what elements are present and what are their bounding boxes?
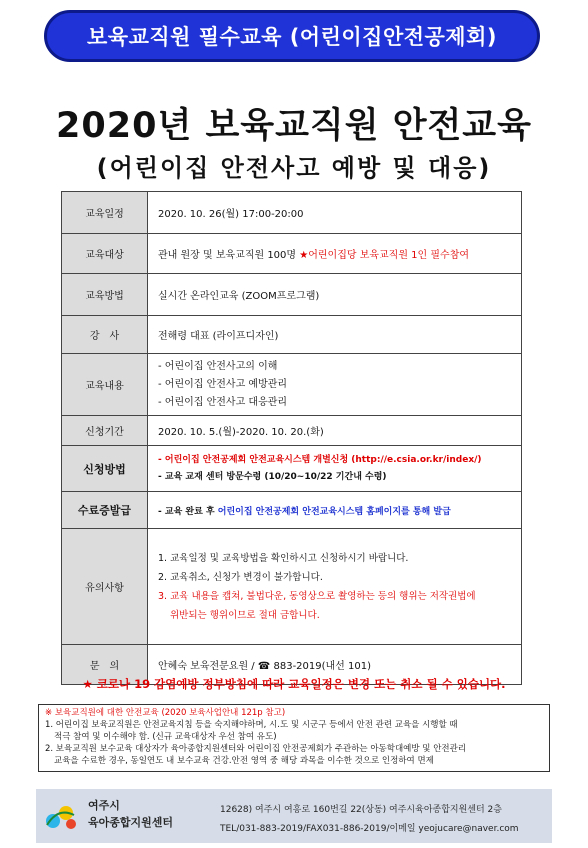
label-method: 교육방법 — [62, 274, 148, 316]
address-line: 12628) 여주시 여흥로 160번길 22(상동) 여주시육아종합지원센터 2층 — [220, 805, 502, 815]
contact-line: TEL/031-883-2019/FAX031-886-2019/이메일 yeojucare@naver.com — [220, 824, 519, 834]
center-name — [88, 797, 173, 831]
label-target: 교육대상 — [62, 234, 148, 274]
value-cert — [148, 492, 522, 529]
note-item-warning: 3. 교육 내용을 캡쳐, 불법다운, 동영상으로 촬영하는 등의 행위는 저작권법에 — [158, 590, 476, 602]
info-table — [61, 191, 522, 685]
row-method — [62, 274, 522, 316]
center-address — [220, 801, 519, 839]
notice-heading: ※ 보육교직원에 대한 안전교육 (2020 보육사업안내 121p 참고) — [45, 708, 286, 718]
label-inquiry: 문 의 — [62, 645, 148, 685]
row-lecturer — [62, 316, 522, 354]
target-required-note: ★어린이집당 보육교직원 1인 필수참여 — [299, 250, 470, 261]
page-title: 2020년 보육교직원 안전교육 — [56, 106, 532, 146]
apply-online: - 어린이집 안전공제회 안전교육시스템 개별신청 (http://e.csia.or.kr/index/) — [158, 454, 482, 465]
page-subtitle: (어린이집 안전사고 예방 및 대응) — [96, 154, 492, 182]
row-content — [62, 354, 522, 416]
row-cert — [62, 492, 522, 529]
value-period: 2020. 10. 5.(월)-2020. 10. 20.(화) — [148, 416, 522, 446]
value-content — [148, 354, 522, 416]
label-notes: 유의사항 — [62, 529, 148, 645]
row-date — [62, 192, 522, 234]
row-target — [62, 234, 522, 274]
center-name-line2: 육아종합지원센터 — [88, 816, 174, 829]
value-target — [148, 234, 522, 274]
value-method: 실시간 온라인교육 (ZOOM프로그램) — [148, 274, 522, 316]
cert-system: 어린이집 안전공제회 안전교육시스템 홈페이지를 통해 발급 — [217, 506, 451, 517]
apply-visit: - 교육 교재 센터 방문수령 (10/20~10/22 기간내 수령) — [158, 471, 387, 482]
label-content: 교육내용 — [62, 354, 148, 416]
cert-prefix: - 교육 완료 후 — [158, 506, 218, 517]
row-period — [62, 416, 522, 446]
covid-notice: ★ 코로나 19 감염예방 정부방침에 따라 교육일정은 변경 또는 취소 될 수 있습니다. — [82, 677, 506, 691]
footer — [36, 789, 552, 843]
value-apply — [148, 446, 522, 492]
value-date: 2020. 10. 26(월) 17:00-20:00 — [148, 192, 522, 234]
label-apply: 신청방법 — [62, 446, 148, 492]
center-logo-icon — [44, 803, 78, 831]
header-banner: 보육교직원 필수교육 (어린이집안전공제회) — [44, 10, 540, 62]
value-inquiry: 안혜숙 보육전문요원 / ☎ 883-2019(내선 101) — [148, 645, 522, 685]
label-lecturer: 강 사 — [62, 316, 148, 354]
target-text: 관내 원장 및 보육교직원 100명 — [158, 250, 297, 261]
notice-line: 적극 참여 및 이수해야 함. (신규 교육대상자 우선 참여 유도) — [54, 732, 277, 742]
content-item: - 어린이집 안전사고 대응관리 — [158, 396, 288, 408]
notice-box — [38, 704, 550, 772]
label-period: 신청기간 — [62, 416, 148, 446]
value-lecturer: 전해령 대표 (라이프디자인) — [148, 316, 522, 354]
row-notes — [62, 529, 522, 645]
value-notes — [148, 529, 522, 645]
content-item: - 어린이집 안전사고 예방관리 — [158, 378, 288, 390]
notice-line: 2. 보육교직원 보수교육 대상자가 육아종합지원센터와 어린이집 안전공제회가 주관하는 아동학대예방 및 안전관리 — [45, 744, 467, 754]
note-item: 2. 교육취소, 신청가 변경이 불가합니다. — [158, 571, 323, 583]
center-name-line1: 여주시 — [88, 799, 120, 812]
label-date: 교육일정 — [62, 192, 148, 234]
content-item: - 어린이집 안전사고의 이해 — [158, 360, 278, 372]
row-apply — [62, 446, 522, 492]
label-cert: 수료증발급 — [62, 492, 148, 529]
notice-line: 1. 어린이집 보육교직원은 안전교육지침 등을 숙지해야하며, 시.도 및 시군구 등에서 안전 관련 교육을 시행할 때 — [45, 720, 458, 730]
note-item: 1. 교육일정 및 교육방법을 확인하시고 신청하시기 바랍니다. — [158, 552, 409, 564]
note-item-warning-cont: 위반되는 행위이므로 절대 금합니다. — [170, 609, 320, 621]
notice-line: 교육을 수료한 경우, 동일연도 내 보수교육 건강.안전 영역 중 해당 과목을 이수한 것으로 인정하여 면제 — [54, 756, 434, 766]
